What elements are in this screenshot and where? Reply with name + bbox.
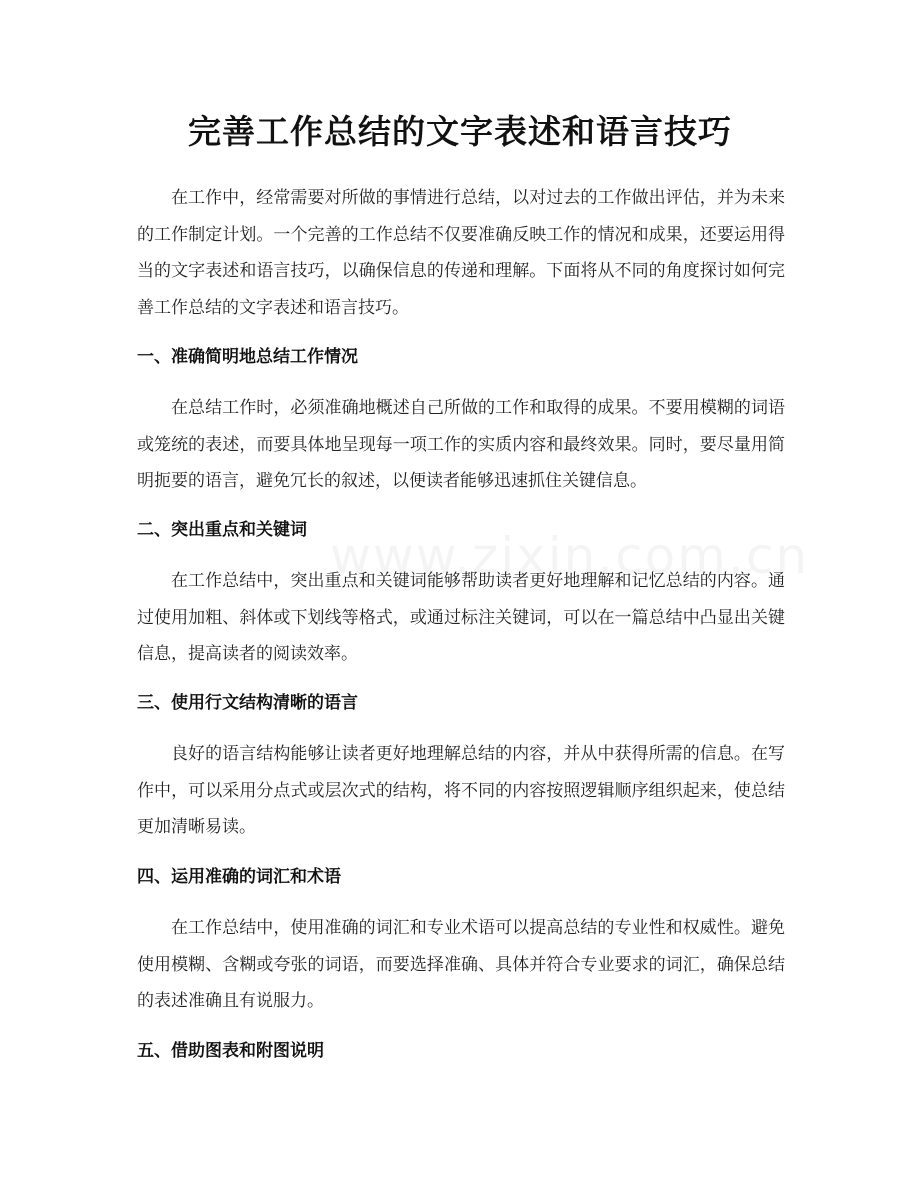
- section-heading-3: 三、使用行文结构清晰的语言: [137, 693, 358, 713]
- section-body-4: 在工作总结中，使用准确的词汇和专业术语可以提高总结的专业性和权威性。避免使用模糊、含糊或夸张的词语，而要选择准确、具体并符合专业要求的词汇，确保总结的表述准确且有说服力。: [137, 918, 785, 1011]
- section-heading-5: 五、借助图表和附图说明: [137, 1041, 324, 1061]
- intro-paragraph: 在工作中，经常需要对所做的事情进行总结，以对过去的工作做出评估，并为未来的工作制定计划。一个完善的工作总结不仅要准确反映工作的情况和成果，还要运用得当的文字表述和语言技巧，以确保信息的传递和理解。下面将从不同的角度探讨如何完善工作总结的文字表述和语言技巧。: [137, 188, 785, 318]
- section-heading-2: 二、突出重点和关键词: [137, 520, 307, 540]
- section-heading-1: 一、准确简明地总结工作情况: [137, 347, 358, 367]
- document-title: 完善工作总结的文字表述和语言技巧: [188, 112, 732, 151]
- section-body-1: 在总结工作时，必须准确地概述自己所做的工作和取得的成果。不要用模糊的词语或笼统的表述，而要具体地呈现每一项工作的实质内容和最终效果。同时，要尽量用简明扼要的语言，避免冗长的叙述，以便读者能够迅速抓住关键信息。: [137, 398, 785, 491]
- section-body-2: 在工作总结中，突出重点和关键词能够帮助读者更好地理解和记忆总结的内容。通过使用加粗、斜体或下划线等格式，或通过标注关键词，可以在一篇总结中凸显出关键信息，提高读者的阅读效率。: [137, 571, 785, 664]
- section-heading-4: 四、运用准确的词汇和术语: [137, 867, 341, 887]
- section-body-3: 良好的语言结构能够让读者更好地理解总结的内容，并从中获得所需的信息。在写作中，可以采用分点式或层次式的结构，将不同的内容按照逻辑顺序组织起来，使总结更加清晰易读。: [137, 744, 785, 837]
